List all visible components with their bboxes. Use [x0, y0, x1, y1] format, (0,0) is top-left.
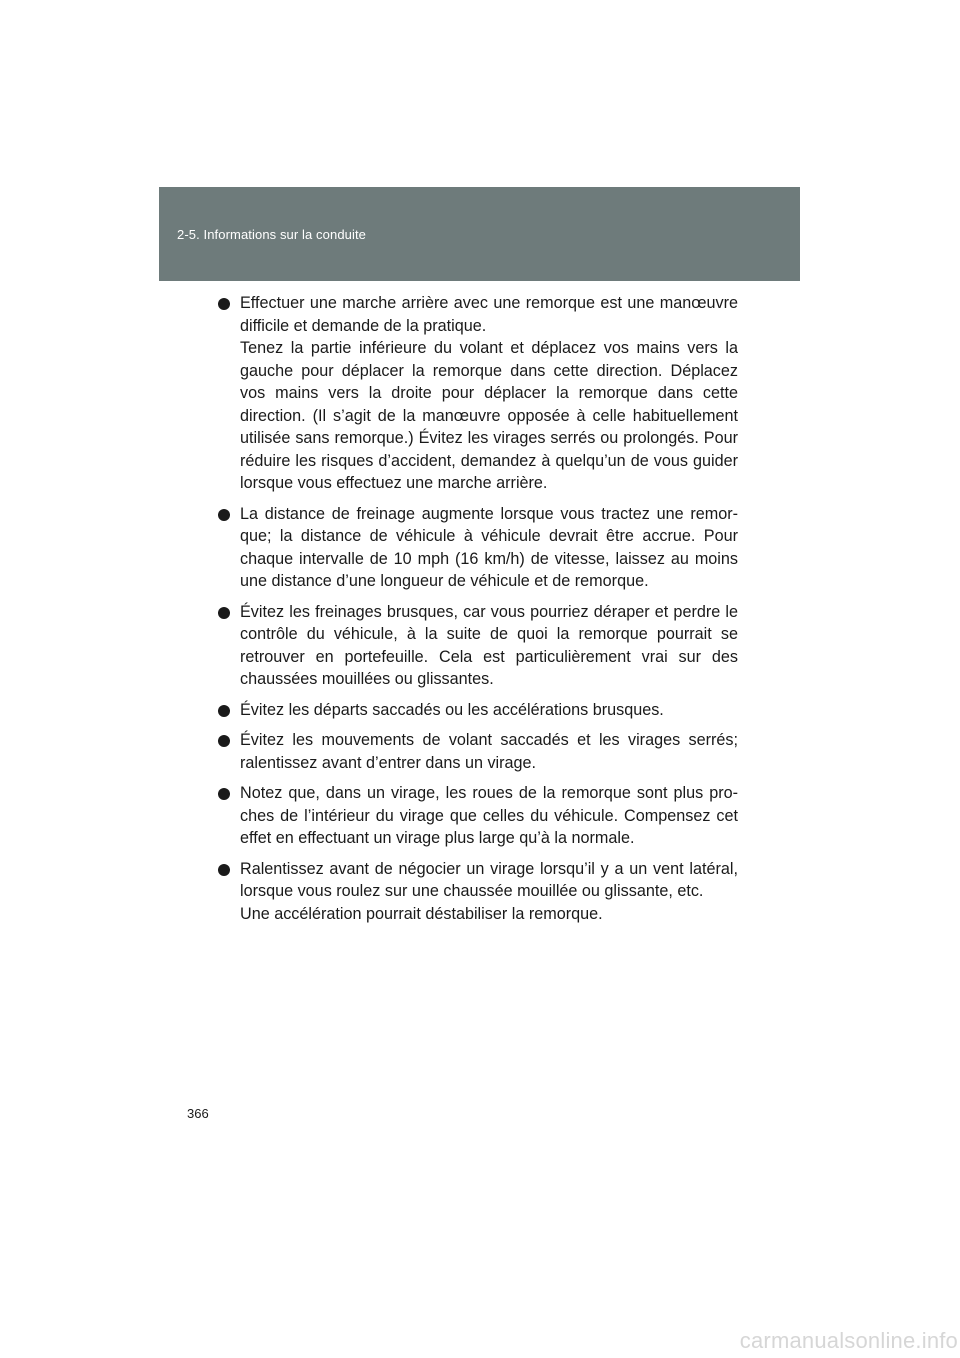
bullet-item [218, 729, 738, 774]
bullet-dot-icon [218, 607, 230, 619]
bullet-item [218, 503, 738, 593]
bullet-paragraph: Notez que, dans un virage, les roues de la remorque sont plus proches de l’intérieur du virage que celles du véhicule. Compensez cet effet en effectuant un virage plus large qu’à la normale. [240, 784, 738, 847]
bullet-item [218, 858, 738, 926]
bullet-paragraph: Tenez la partie inférieure du volant et déplacez vos mains vers la gauche pour déplacer la remorque dans cette direction. Déplacez vos mains vers la droite pour déplacer la remorque dans cette direction. (Il s’agit de la manœuvre opposée à celle habituellement utilisée sans remorque.) Évitez les virages serrés ou prolongés. Pour réduire les risques d’accident, demandez à quelqu’un de vous guider lorsque vous effectuez une marche arrière. [240, 339, 738, 492]
bullet-list [218, 292, 738, 933]
bullet-dot-icon [218, 705, 230, 717]
bullet-item [218, 292, 738, 495]
section-title: 2-5. Informations sur la conduite [177, 227, 367, 242]
bullet-paragraph: Évitez les freinages brusques, car vous pourriez déraper et perdre le contrôle du véhicule, à la suite de quoi la remorque pourrait se retrouver en portefeuille. Cela est particulièrement vrai sur des chaussées mouillées ou glissantes. [240, 602, 738, 688]
bullet-dot-icon [218, 735, 230, 747]
section-header-band [159, 187, 800, 281]
bullet-item [218, 782, 738, 850]
bullet-paragraph: La distance de freinage augmente lorsque vous tractez une remorque; la distance de véhicule à véhicule devrait être accrue. Pour chaque intervalle de 10 mph (16 km/h) de vitesse, laissez au moins une distance d’une longueur de véhicule et de remorque. [240, 504, 738, 590]
bullet-dot-icon [218, 509, 230, 521]
bullet-item [218, 601, 738, 691]
bullet-dot-icon [218, 298, 230, 310]
bullet-paragraph: Effectuer une marche arrière avec une remorque est une manœuvre difficile et demande de la pratique. [240, 294, 738, 335]
bullet-item [218, 699, 738, 722]
bullet-paragraph: Évitez les mouvements de volant saccadés et les virages serrés; ralentissez avant d’entrer dans un virage. [240, 731, 738, 772]
page-number: 366 [187, 1106, 209, 1121]
bullet-paragraph: Une accélération pourrait déstabiliser la remorque. [240, 904, 603, 923]
bullet-dot-icon [218, 788, 230, 800]
watermark-text: carmanualsonline.info [739, 1328, 958, 1353]
bullet-paragraph: Évitez les départs saccadés ou les accélérations brusques. [240, 700, 664, 719]
bullet-dot-icon [218, 864, 230, 876]
bullet-paragraph: Ralentissez avant de négocier un virage lorsqu’il y a un vent latéral, lorsque vous roulez sur une chaussée mouillée ou glissante, etc. [240, 859, 738, 900]
